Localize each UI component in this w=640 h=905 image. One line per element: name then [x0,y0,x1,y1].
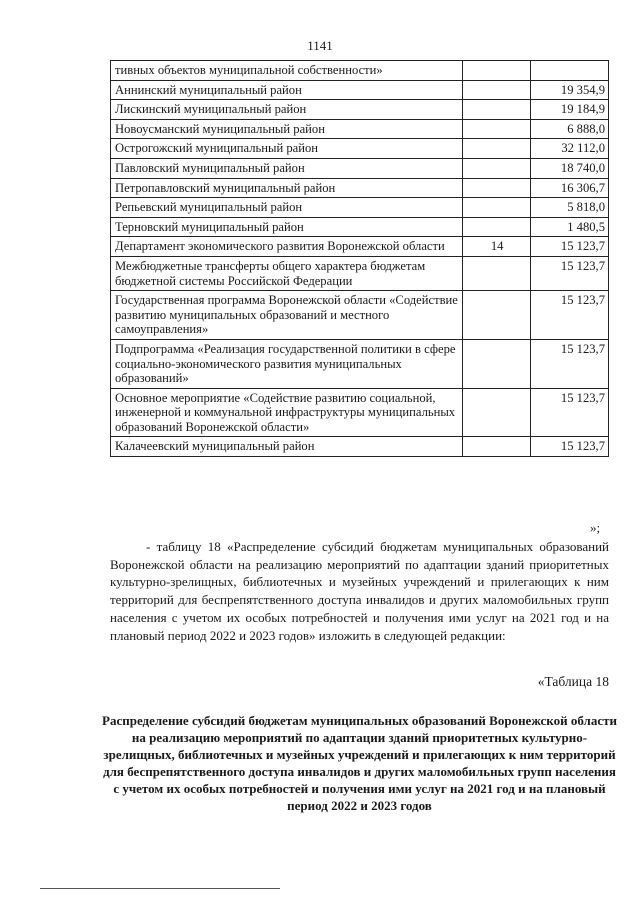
row-amount: 19 184,9 [531,100,609,120]
row-name: Павловский муниципальный район [111,158,463,178]
table-label: «Таблица 18 [537,674,609,689]
row-name: Государственная программа Воронежской области «Содействие развитию муниципальных образований и местного самоуправления» [111,291,463,340]
row-name: Новоусманский муниципальный район [111,119,463,139]
row-amount [531,61,609,81]
table-row [111,158,609,178]
row-code [463,119,531,139]
table-row [111,139,609,159]
table-row [111,100,609,120]
row-name: Петропавловский муниципальный район [111,178,463,198]
row-amount: 1 480,5 [531,217,609,237]
row-amount: 15 123,7 [531,291,609,340]
page-number: 1141 [307,38,333,53]
row-amount: 16 306,7 [531,178,609,198]
table-row [111,237,609,257]
row-amount: 18 740,0 [531,158,609,178]
table-row [111,61,609,81]
footer-divider [40,888,280,889]
row-code [463,256,531,290]
row-code: 14 [463,237,531,257]
row-amount: 5 818,0 [531,198,609,218]
row-amount: 19 354,9 [531,80,609,100]
table-row [111,80,609,100]
row-name: Основное мероприятие «Содействие развитию социальной, инженерной и коммунальной инфраструктуры муниципальных образований Воронежской области» [111,388,463,437]
row-name: Терновский муниципальный район [111,217,463,237]
row-name: Департамент экономического развития Воронежской области [111,237,463,257]
table-heading: Распределение субсидий бюджетам муниципальных образований Воронежской области на реализацию мероприятий по адаптации зданий приоритетных культурно-зрелищных, библиотечных и музейных учреждений и прилегающих к ним территорий для беспрепятственного доступа инвалидов и других маломобильных групп населения с учетом их особых потребностей и получения ими услуг на 2021 год и на плановый период 2022 и 2023 годов [102,713,617,813]
row-name: Межбюджетные трансферты общего характера бюджетам бюджетной системы Российской Федерации [111,256,463,290]
table-row [111,291,609,340]
row-code [463,139,531,159]
row-code [463,100,531,120]
budget-table [110,60,609,457]
table-row [111,119,609,139]
amendment-paragraph: - таблицу 18 «Распределение субсидий бюджетам муниципальных образований Воронежской области на реализацию мероприятий по адаптации зданий приоритетных культурно-зрелищных, библиотечных и музейных учреждений и прилегающих к ним территорий для беспрепятственного доступа инвалидов и других маломобильных групп населения с учетом их особых потребностей и получения ими услуг на 2021 год и на плановый период 2022 и 2023 годов» изложить в следующей редакции: [110,539,609,643]
row-code [463,178,531,198]
row-code [463,61,531,81]
table-row [111,178,609,198]
table-row [111,256,609,290]
row-code [463,198,531,218]
row-code [463,388,531,437]
row-name: Репьевский муниципальный район [111,198,463,218]
row-code [463,437,531,457]
row-code [463,217,531,237]
row-code [463,291,531,340]
row-name: тивных объектов муниципальной собственности» [111,61,463,81]
row-amount: 15 123,7 [531,388,609,437]
table-row [111,339,609,388]
row-name: Аннинский муниципальный район [111,80,463,100]
table-row [111,388,609,437]
row-amount: 15 123,7 [531,237,609,257]
row-name: Острогожский муниципальный район [111,139,463,159]
row-amount: 15 123,7 [531,256,609,290]
table-row [111,217,609,237]
table-row [111,198,609,218]
row-amount: 6 888,0 [531,119,609,139]
row-amount: 32 112,0 [531,139,609,159]
row-code [463,80,531,100]
closing-quote-mark: »; [590,520,601,535]
row-amount: 15 123,7 [531,339,609,388]
row-code [463,158,531,178]
table-row [111,437,609,457]
row-name: Подпрограмма «Реализация государственной политики в сфере социально-экономического развития муниципальных образований» [111,339,463,388]
row-name: Лискинский муниципальный район [111,100,463,120]
row-amount: 15 123,7 [531,437,609,457]
row-code [463,339,531,388]
row-name: Калачеевский муниципальный район [111,437,463,457]
